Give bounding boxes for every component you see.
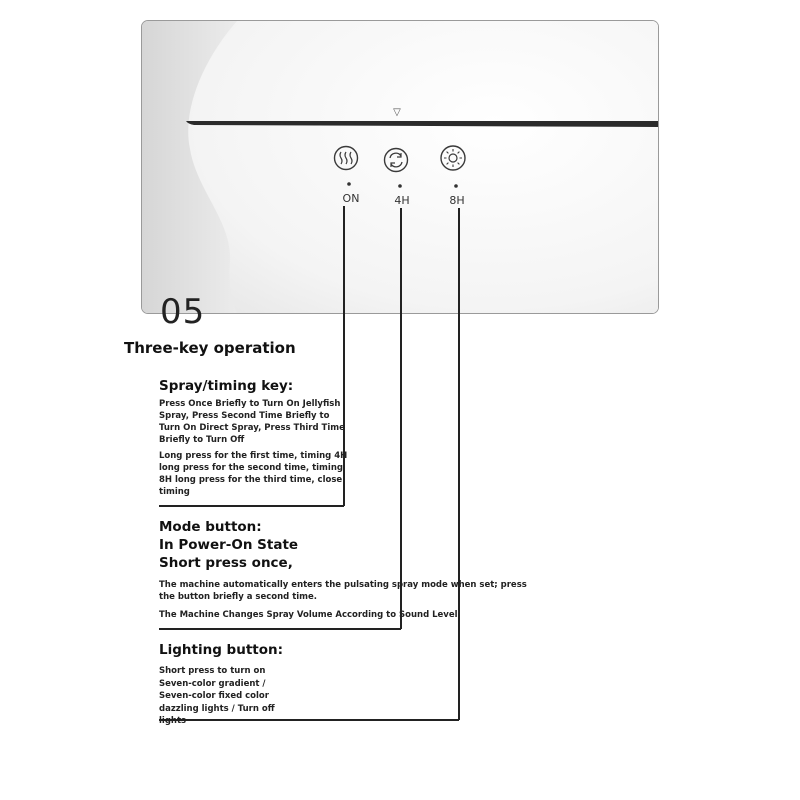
leader-line-lighting-vertical: [458, 208, 460, 720]
indicator-dot-4h: [398, 184, 402, 188]
mode-button-description: [159, 579, 539, 621]
lighting-button-section: [159, 641, 299, 728]
spray-timing-paragraph: Press Once Briefly to Turn On Jellyfish Spray, Press Second Time Briefly to Turn On Direct Spray, Press Third Time Briefly to Turn Off: [159, 399, 345, 445]
leader-line-mode-horizontal: [159, 628, 401, 630]
mode-button-section: [159, 518, 539, 621]
spray-timing-heading: Spray/timing key:: [159, 378, 294, 394]
key-label-4h: 4H: [394, 194, 410, 207]
leader-line-spray-horizontal: [159, 505, 344, 507]
indicator-dot-8h: [454, 184, 458, 188]
spray-timing-description: [159, 398, 349, 498]
step-number: 05: [160, 292, 206, 332]
lighting-button-line: Short press to turn on: [159, 666, 266, 676]
lighting-button-line: dazzling lights / Turn off: [159, 703, 275, 714]
lighting-button-line: Seven-color fixed color: [159, 691, 269, 701]
mode-button-heading: Short press once,: [159, 555, 293, 571]
spray-timing-paragraph: Long press for the first time, timing 4H long press for the second time, timing 8H long press for the third time, close timing: [159, 451, 348, 497]
key-label-8h: 8H: [449, 194, 465, 207]
device-body: [188, 21, 658, 313]
mode-button-heading: Mode button:: [159, 519, 262, 535]
lighting-button-line: Seven-color gradient /: [159, 678, 266, 689]
lighting-button-line: lights: [159, 716, 187, 726]
mode-button-paragraph: The Machine Changes Spray Volume According to Sound Level: [159, 610, 458, 620]
mode-button-heading: In Power-On State: [159, 537, 299, 553]
arrow-marker-icon: ▽: [393, 107, 401, 118]
key-label-on: ON: [342, 192, 360, 205]
lighting-button-description: [159, 665, 299, 728]
section-title: Three-key operation: [124, 339, 296, 357]
spray-timing-section: [159, 377, 349, 498]
indicator-dot-on: [347, 182, 351, 186]
lighting-button-heading: Lighting button:: [159, 642, 284, 658]
mode-button-paragraph: The machine automatically enters the pulsating spray mode when set; press the button briefly a second time.: [159, 580, 527, 602]
